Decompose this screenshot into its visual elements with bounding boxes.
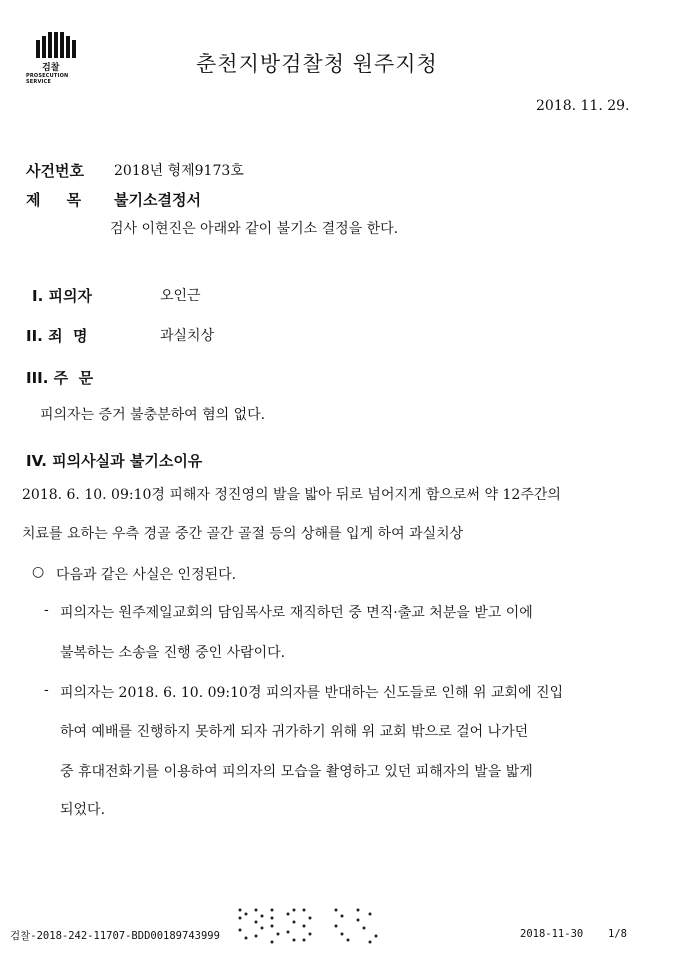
section-2-label: II. 죄 명	[26, 327, 88, 345]
section-3-label: III. 주 문	[26, 369, 94, 387]
office-title: 춘천지방검찰청 원주지청	[196, 52, 438, 76]
disposition-text: 피의자는 증거 불충분하여 혐의 없다.	[40, 407, 266, 423]
item-2-line-3: 중 휴대전화기를 이용하여 피의자의 모습을 촬영하고 있던 피해자의 발을 밟게	[60, 764, 533, 780]
footer-page-number: 1/8	[608, 928, 627, 940]
prosecution-logo	[26, 32, 88, 84]
item-2-line-1: 피의자는 2018. 6. 10. 09:10경 피의자를 반대하는 신도들로 인해 위 교회에 진입	[60, 685, 564, 701]
charge-name: 과실치상	[160, 328, 215, 344]
section-1-label: I. 피의자	[32, 287, 92, 305]
fact-line-2: 치료를 요하는 우측 경골 중간 골간 골절 등의 상해를 입게 하여 과실치상	[22, 526, 464, 542]
logo-bars-icon	[36, 32, 76, 58]
case-number-label: 사건번호	[26, 162, 84, 180]
title-label: 제 목	[26, 191, 82, 209]
intro-text: 검사 이현진은 아래와 같이 불기소 결정을 한다.	[110, 221, 399, 237]
recognized-facts-heading: 다음과 같은 사실은 인정된다.	[56, 567, 237, 583]
dash-bullet-icon: -	[44, 682, 49, 698]
section-4-label: IV. 피의사실과 불기소이유	[26, 452, 203, 470]
document-type: 불기소결정서	[114, 191, 201, 209]
circle-bullet-icon: ○	[32, 564, 45, 580]
logo-subtext: PROSECUTION SERVICE	[26, 73, 69, 85]
document-date: 2018. 11. 29.	[536, 98, 630, 114]
item-2-line-2: 하여 예배를 진행하지 못하게 되자 귀가하기 위해 위 교회 밖으로 걸어 나가던	[60, 724, 529, 740]
item-1-line-1: 피의자는 원주제일교회의 담임목사로 재직하던 중 면직·출교 처분을 받고 이에	[60, 605, 533, 621]
logo-text: 검찰	[42, 63, 60, 73]
suspect-name: 오인근	[160, 288, 201, 304]
footer-issue-date: 2018-11-30	[520, 928, 584, 940]
case-number: 2018년 형제9173호	[114, 163, 244, 179]
item-1-line-2: 불복하는 소송을 진행 중인 사람이다.	[60, 645, 286, 661]
dash-bullet-icon: -	[44, 602, 49, 618]
footer-document-id: 검찰-2018-242-11707-BDD00189743999	[10, 930, 220, 942]
security-dot-pattern-icon	[236, 904, 386, 946]
item-2-line-4: 되었다.	[60, 802, 106, 818]
fact-line-1: 2018. 6. 10. 09:10경 피해자 정진영의 발을 밟아 뒤로 넘어지게 함으로써 약 12주간의	[22, 487, 561, 503]
